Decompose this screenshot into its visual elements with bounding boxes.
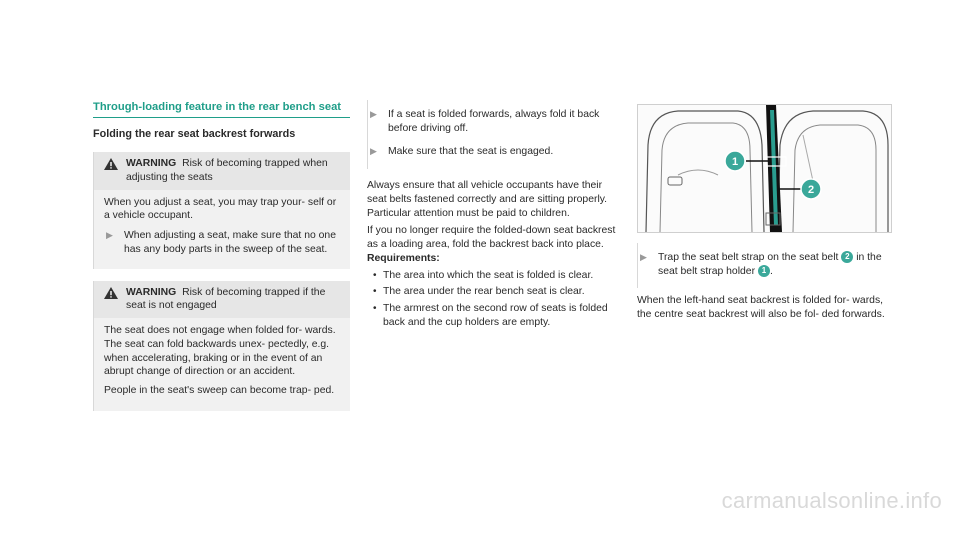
action-step (638, 251, 892, 278)
steps-box (637, 243, 892, 288)
requirements-label: Requirements: (367, 252, 440, 264)
paragraph: If you no longer require the folded-down seat backrest as a loading area, fold the backrest back into place. (367, 225, 616, 251)
steps-box (367, 100, 623, 169)
list-item: • The area into which the seat is folded is clear. (373, 269, 594, 281)
warning-header-1 (94, 152, 350, 189)
action-step (368, 108, 623, 135)
seat-illustration-drawing (638, 105, 891, 232)
list-item: • The armrest on the second row of seats is folded back and the cup holders are empty. (367, 302, 623, 329)
column-right (637, 104, 892, 322)
warning-triangle-icon (104, 158, 118, 170)
list-item-text: The armrest on the second row of seats is folded back and the cup holders are empty. (383, 303, 608, 328)
watermark: carmanualsonline.info (721, 487, 942, 513)
action-step (104, 229, 340, 256)
step-text: If a seat is folded forwards, always fold it back before driving off. (388, 109, 600, 134)
step-text: Trap the seat belt strap on the seat belt 2 in the seat belt strap holder 1 . (658, 252, 882, 277)
step-arrow-icon: ▶ (370, 109, 377, 119)
warning-text: When you adjust a seat, you may trap your- self or a vehicle occupant. (104, 196, 337, 222)
step-text: When adjusting a seat, make sure that no one has any body parts in the sweep of the seat. (124, 230, 336, 255)
warning-label: WARNING (126, 286, 177, 298)
step-arrow-icon: ▶ (106, 230, 113, 241)
step-text-part: Trap the seat belt strap on the seat belt (658, 252, 839, 263)
seat-belt-illustration (637, 104, 892, 233)
callout-2-label: 2 (807, 184, 815, 196)
list-item-text: The area into which the seat is folded is clear. (383, 269, 594, 281)
step-arrow-icon: ▶ (640, 252, 647, 262)
warning-header-2 (94, 281, 350, 318)
warning-box-1 (93, 152, 350, 268)
sub-title: Folding the rear seat backrest forwards (93, 128, 296, 140)
warning-label: WARNING (126, 158, 177, 170)
action-step (368, 145, 623, 159)
paragraph: When the left-hand seat backrest is folded for- wards, the centre seat backrest will also be fol- ded forwards. (637, 295, 885, 321)
callout-1-label: 1 (731, 156, 739, 168)
paragraph: Always ensure that all vehicle occupants have their seat belts fastened correctly and are sitting properly. Particular attention must be paid to children. (367, 180, 608, 219)
warning-box-2 (93, 281, 350, 411)
list-item: • The area under the rear bench seat is clear. (373, 286, 585, 298)
warning-heading: Risk of becoming trapped when adjusting the seats (126, 158, 328, 183)
step-text: Make sure that the seat is engaged. (388, 146, 554, 158)
callout-badge-2: 2 (841, 251, 853, 263)
section-title: Through-loading feature in the rear bench seat (93, 100, 350, 118)
column-left (93, 100, 350, 423)
warning-text: People in the seat's sweep can become trap- ped. (104, 385, 335, 397)
warning-text: The seat does not engage when folded for- wards. The seat can fold backwards unex- pectedly, e.g. when accelerating, braking or in the event of an abrupt change of direction or an accident. (104, 325, 336, 378)
list-item-text: The area under the rear bench seat is clear. (383, 286, 585, 298)
warning-triangle-icon (104, 287, 118, 299)
column-middle (367, 100, 623, 333)
step-text-part: in the seat belt strap holder (658, 252, 882, 277)
callout-badge-1: 1 (758, 265, 770, 277)
warning-heading: Risk of becoming trapped if the seat is not engaged (126, 286, 326, 312)
step-arrow-icon: ▶ (370, 146, 377, 157)
